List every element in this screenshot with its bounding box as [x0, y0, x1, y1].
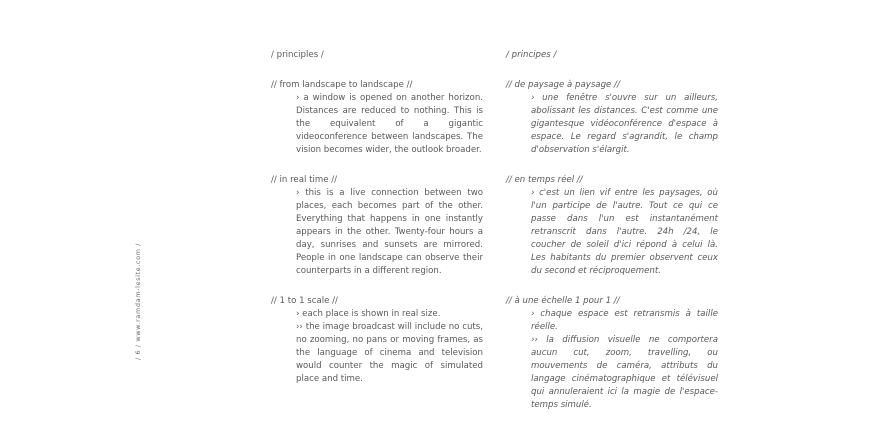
en-paragraph: › each place is shown in real size.	[296, 309, 441, 319]
en-section-body	[296, 92, 483, 157]
en-section-landscape	[271, 79, 483, 157]
fr-section-echelle	[506, 295, 718, 412]
page-number-and-website: / 6 / www.ramdam-lesite.com /	[134, 242, 142, 360]
fr-paragraph: › une fenêtre s'ouvre sur un ailleurs, abolissant les distances. C'est comme une gigantesque vidéoconférence d'espace à espace. Le regard s'agrandit, le champ d'observation s'élargit.	[531, 93, 718, 155]
fr-paragraph: ›› la diffusion visuelle ne comportera aucun cut, zoom, travelling, ou mouvements de caméra, attributs du langage cinématographique et télévisuel qui annuleraient ici la magie de l'espace-temps simulé.	[531, 335, 718, 410]
en-section-heading: // 1 to 1 scale //	[271, 296, 338, 306]
en-section-body	[296, 187, 483, 278]
fr-paragraph: › chaque espace est retransmis à taille réelle.	[531, 309, 718, 332]
en-paragraph: › a window is opened on another horizon. Distances are reduced to nothing. This is the equivalent of a gigantic videoconference between landscapes. The vision becomes wider, the outlook broader.	[296, 93, 483, 155]
fr-section-heading: // à une échelle 1 pour 1 //	[506, 296, 620, 306]
fr-section-body	[531, 187, 718, 278]
french-title: / principes /	[506, 50, 557, 60]
en-section-heading: // from landscape to landscape //	[271, 80, 413, 90]
fr-section-heading: // de paysage à paysage //	[506, 80, 620, 90]
english-title: / principles /	[271, 50, 324, 60]
en-section-real-time	[271, 174, 483, 278]
en-section-scale	[271, 295, 483, 386]
fr-section-body	[531, 92, 718, 157]
en-section-heading: // in real time //	[271, 175, 338, 185]
fr-section-paysage	[506, 79, 718, 157]
en-paragraph: › this is a live connection between two places, each becomes part of the other. Everything that happens in one instantly appears in the other. Twenty-four hours a day, sunrises and sunsets are mirrored. People in one landscape can observe their counterparts in a different region.	[296, 188, 483, 276]
fr-paragraph: › c'est un lien vif entre les paysages, où l'un participe de l'autre. Tout ce qui ce passe dans l'un est instantanément retranscrit dans l'autre. 24h /24, le coucher de soleil d'ici répond à celui là. Les habitants du premier observent ceux du second et réciproquement.	[531, 188, 718, 276]
french-column	[506, 49, 718, 429]
english-column	[271, 49, 483, 403]
fr-section-body	[531, 308, 718, 412]
fr-section-temps-reel	[506, 174, 718, 278]
en-section-body	[296, 308, 483, 386]
fr-section-heading: // en temps réel //	[506, 175, 583, 185]
en-paragraph: ›› the image broadcast will include no cuts, no zooming, no pans or moving frames, as the language of cinema and television would counter the magic of simulated place and time.	[296, 322, 483, 384]
